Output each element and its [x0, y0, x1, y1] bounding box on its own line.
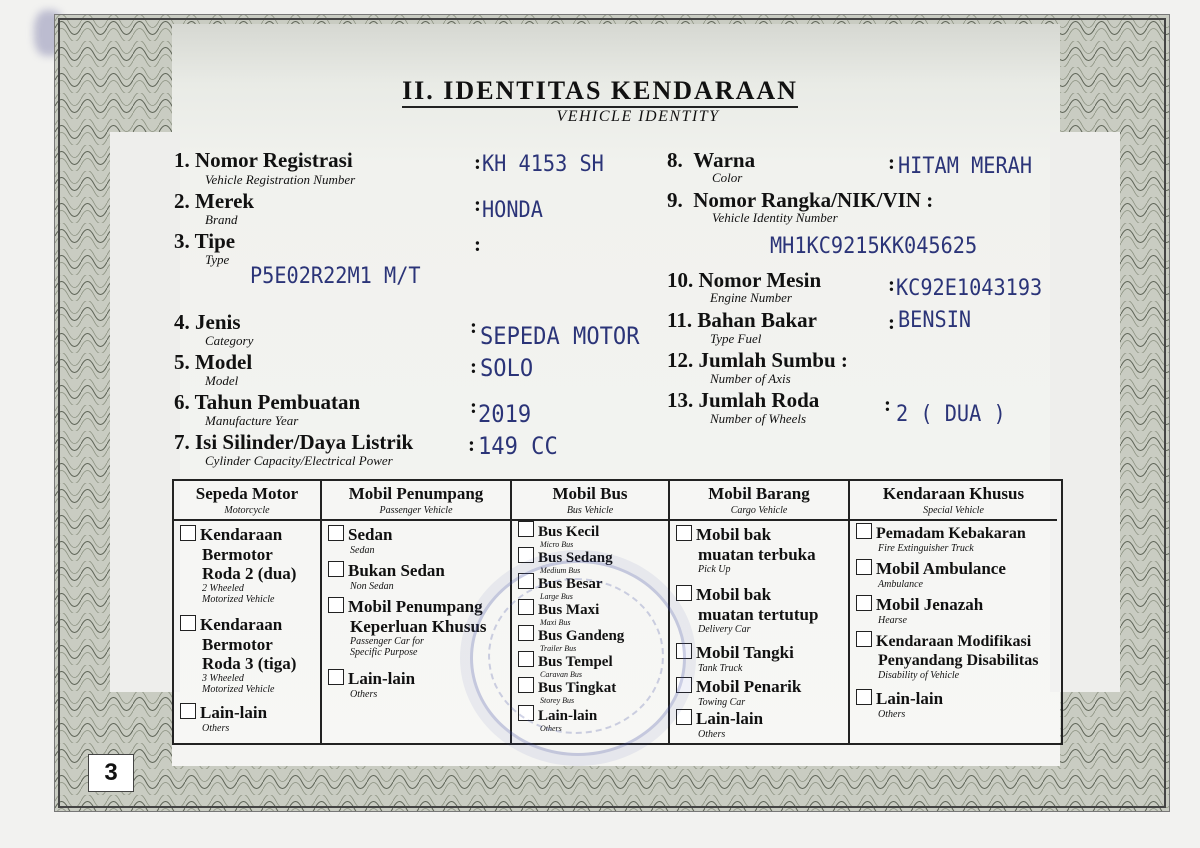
field-4-value: SEPEDA MOTOR [480, 322, 640, 350]
field-1-sub: Vehicle Registration Number [205, 172, 356, 187]
field-3-sub: Type [205, 252, 230, 267]
field-8-label: 8. Warna [667, 148, 756, 172]
checkbox[interactable] [676, 525, 692, 541]
field-1-label: 1. Nomor Registrasi [174, 148, 353, 172]
option-bus-tempel: Bus Tempel Caravan Bus [518, 651, 613, 679]
field-5-label: 5. Model [174, 350, 253, 374]
option-keperluan-khusus: Mobil Penumpang Keperluan Khusus Passenger Car for Specific Purpose [328, 597, 487, 658]
field-9-sub: Vehicle Identity Number [712, 210, 838, 225]
option-ambulance: Mobil Ambulance Ambulance [856, 559, 1006, 590]
field-13-value: 2 ( DUA ) [896, 402, 1006, 427]
field-2-value: HONDA [482, 198, 543, 223]
checkbox[interactable] [676, 585, 692, 601]
field-3-value: P5E02R22M1 M/T [250, 264, 421, 289]
field-7-value: 149 CC [478, 432, 558, 460]
field-12-sub: Number of Axis [710, 371, 791, 386]
column-header: Mobil Bus Bus Vehicle [512, 481, 668, 521]
field-7-label: 7. Isi Silinder/Daya Listrik [174, 430, 414, 454]
checkbox[interactable] [328, 525, 344, 541]
field-6-value: 2019 [478, 400, 532, 428]
field-11-label: 11. Bahan Bakar [667, 308, 817, 332]
checkbox[interactable] [856, 559, 872, 575]
left-wing [110, 132, 180, 692]
checkbox[interactable] [328, 669, 344, 685]
field-12-label: 12. Jumlah Sumbu : [667, 348, 848, 372]
field-4-label: 4. Jenis [174, 310, 241, 334]
checkbox[interactable] [856, 689, 872, 705]
option-sedan: Sedan Sedan [328, 525, 392, 556]
field-13-sub: Number of Wheels [710, 411, 807, 426]
column-header: Mobil Penumpang Passenger Vehicle [322, 481, 510, 521]
field-11-sub: Type Fuel [710, 331, 762, 346]
field-8-value: HITAM MERAH [898, 154, 1033, 179]
checkbox[interactable] [180, 703, 196, 719]
column-sepeda-motor [174, 481, 322, 743]
option-bus-tingkat: Bus Tingkat Storey Bus [518, 677, 616, 705]
option-bus-sedang: Bus Sedang Medium Bus [518, 547, 613, 575]
option-penarik: Mobil Penarik Towing Car [676, 677, 801, 708]
field-4-sub: Category [205, 333, 254, 348]
field-10-label: 10. Nomor Mesin [667, 268, 822, 292]
checkbox[interactable] [518, 547, 534, 563]
column-kendaraan-khusus [850, 481, 1057, 743]
official-stamp-inner [488, 578, 664, 734]
field-9-value: MH1KC9215KK045625 [770, 234, 978, 259]
field-2-label: 2. Merek [174, 189, 255, 213]
checkbox[interactable] [328, 597, 344, 613]
checkbox[interactable] [180, 525, 196, 541]
field-6-label: 6. Tahun Pembuatan [174, 390, 361, 414]
option-bus-besar: Bus Besar Large Bus [518, 573, 603, 601]
field-11-value: BENSIN [898, 308, 972, 333]
option-pemadam: Pemadam Kebakaran Fire Extinguisher Truck [856, 523, 1026, 554]
checkbox[interactable] [856, 595, 872, 611]
option-bus-kecil: Bus Kecil Micro Bus [518, 521, 599, 549]
option-lain-lain: Lain-lain Others [856, 689, 943, 720]
field-2-sub: Brand [205, 212, 238, 227]
option-bus-gandeng: Bus Gandeng Trailer Bus [518, 625, 624, 653]
column-mobil-barang [670, 481, 850, 743]
checkbox[interactable] [856, 523, 872, 539]
option-roda-2: Kendaraan Bermotor Roda 2 (dua) 2 Wheeled Motorized Vehicle [180, 525, 296, 605]
checkbox[interactable] [328, 561, 344, 577]
field-6-sub: Manufacture Year [205, 413, 299, 428]
option-bus-maxi: Bus Maxi Maxi Bus [518, 599, 599, 627]
field-1-value: KH 4153 SH [482, 152, 604, 177]
option-bak-tertutup: Mobil bak muatan tertutup Delivery Car [676, 585, 818, 635]
field-5-value: SOLO [480, 354, 534, 382]
checkbox[interactable] [180, 615, 196, 631]
field-10-sub: Engine Number [710, 290, 792, 305]
page-number: 3 [88, 754, 134, 792]
field-8-sub: Color [712, 170, 743, 185]
option-lain-lain: Lain-lain Others [180, 703, 267, 734]
checkbox[interactable] [518, 521, 534, 537]
section-subtitle: VEHICLE IDENTITY [556, 108, 720, 125]
column-header: Kendaraan Khusus Special Vehicle [850, 481, 1057, 521]
column-header: Mobil Barang Cargo Vehicle [670, 481, 848, 521]
checkbox[interactable] [856, 631, 872, 647]
option-lain-lain: Lain-lain Others [328, 669, 415, 700]
field-7-sub: Cylinder Capacity/Electrical Power [205, 453, 393, 468]
column-header: Sepeda Motor Motorcycle [174, 481, 320, 521]
field-5-sub: Model [205, 373, 239, 388]
field-13-label: 13. Jumlah Roda [667, 388, 820, 412]
section-title: II. IDENTITAS KENDARAAN [0, 76, 1200, 106]
option-lain-lain: Lain-lain Others [518, 705, 597, 733]
option-tangki: Mobil Tangki Tank Truck [676, 643, 794, 674]
option-roda-3: Kendaraan Bermotor Roda 3 (tiga) 3 Wheeled Motorized Vehicle [180, 615, 296, 695]
checkbox[interactable] [676, 709, 692, 725]
option-bukan-sedan: Bukan Sedan Non Sedan [328, 561, 445, 592]
option-bak-terbuka: Mobil bak muatan terbuka Pick Up [676, 525, 816, 575]
field-10-value: KC92E1043193 [896, 276, 1043, 301]
field-3-label: 3. Tipe [174, 229, 236, 253]
option-modifikasi: Kendaraan Modifikasi Penyandang Disabilitas Disability of Vehicle [856, 631, 1038, 681]
option-jenazah: Mobil Jenazah Hearse [856, 595, 983, 626]
field-9-label: 9. Nomor Rangka/NIK/VIN : [667, 188, 934, 212]
option-lain-lain: Lain-lain Others [676, 709, 763, 740]
